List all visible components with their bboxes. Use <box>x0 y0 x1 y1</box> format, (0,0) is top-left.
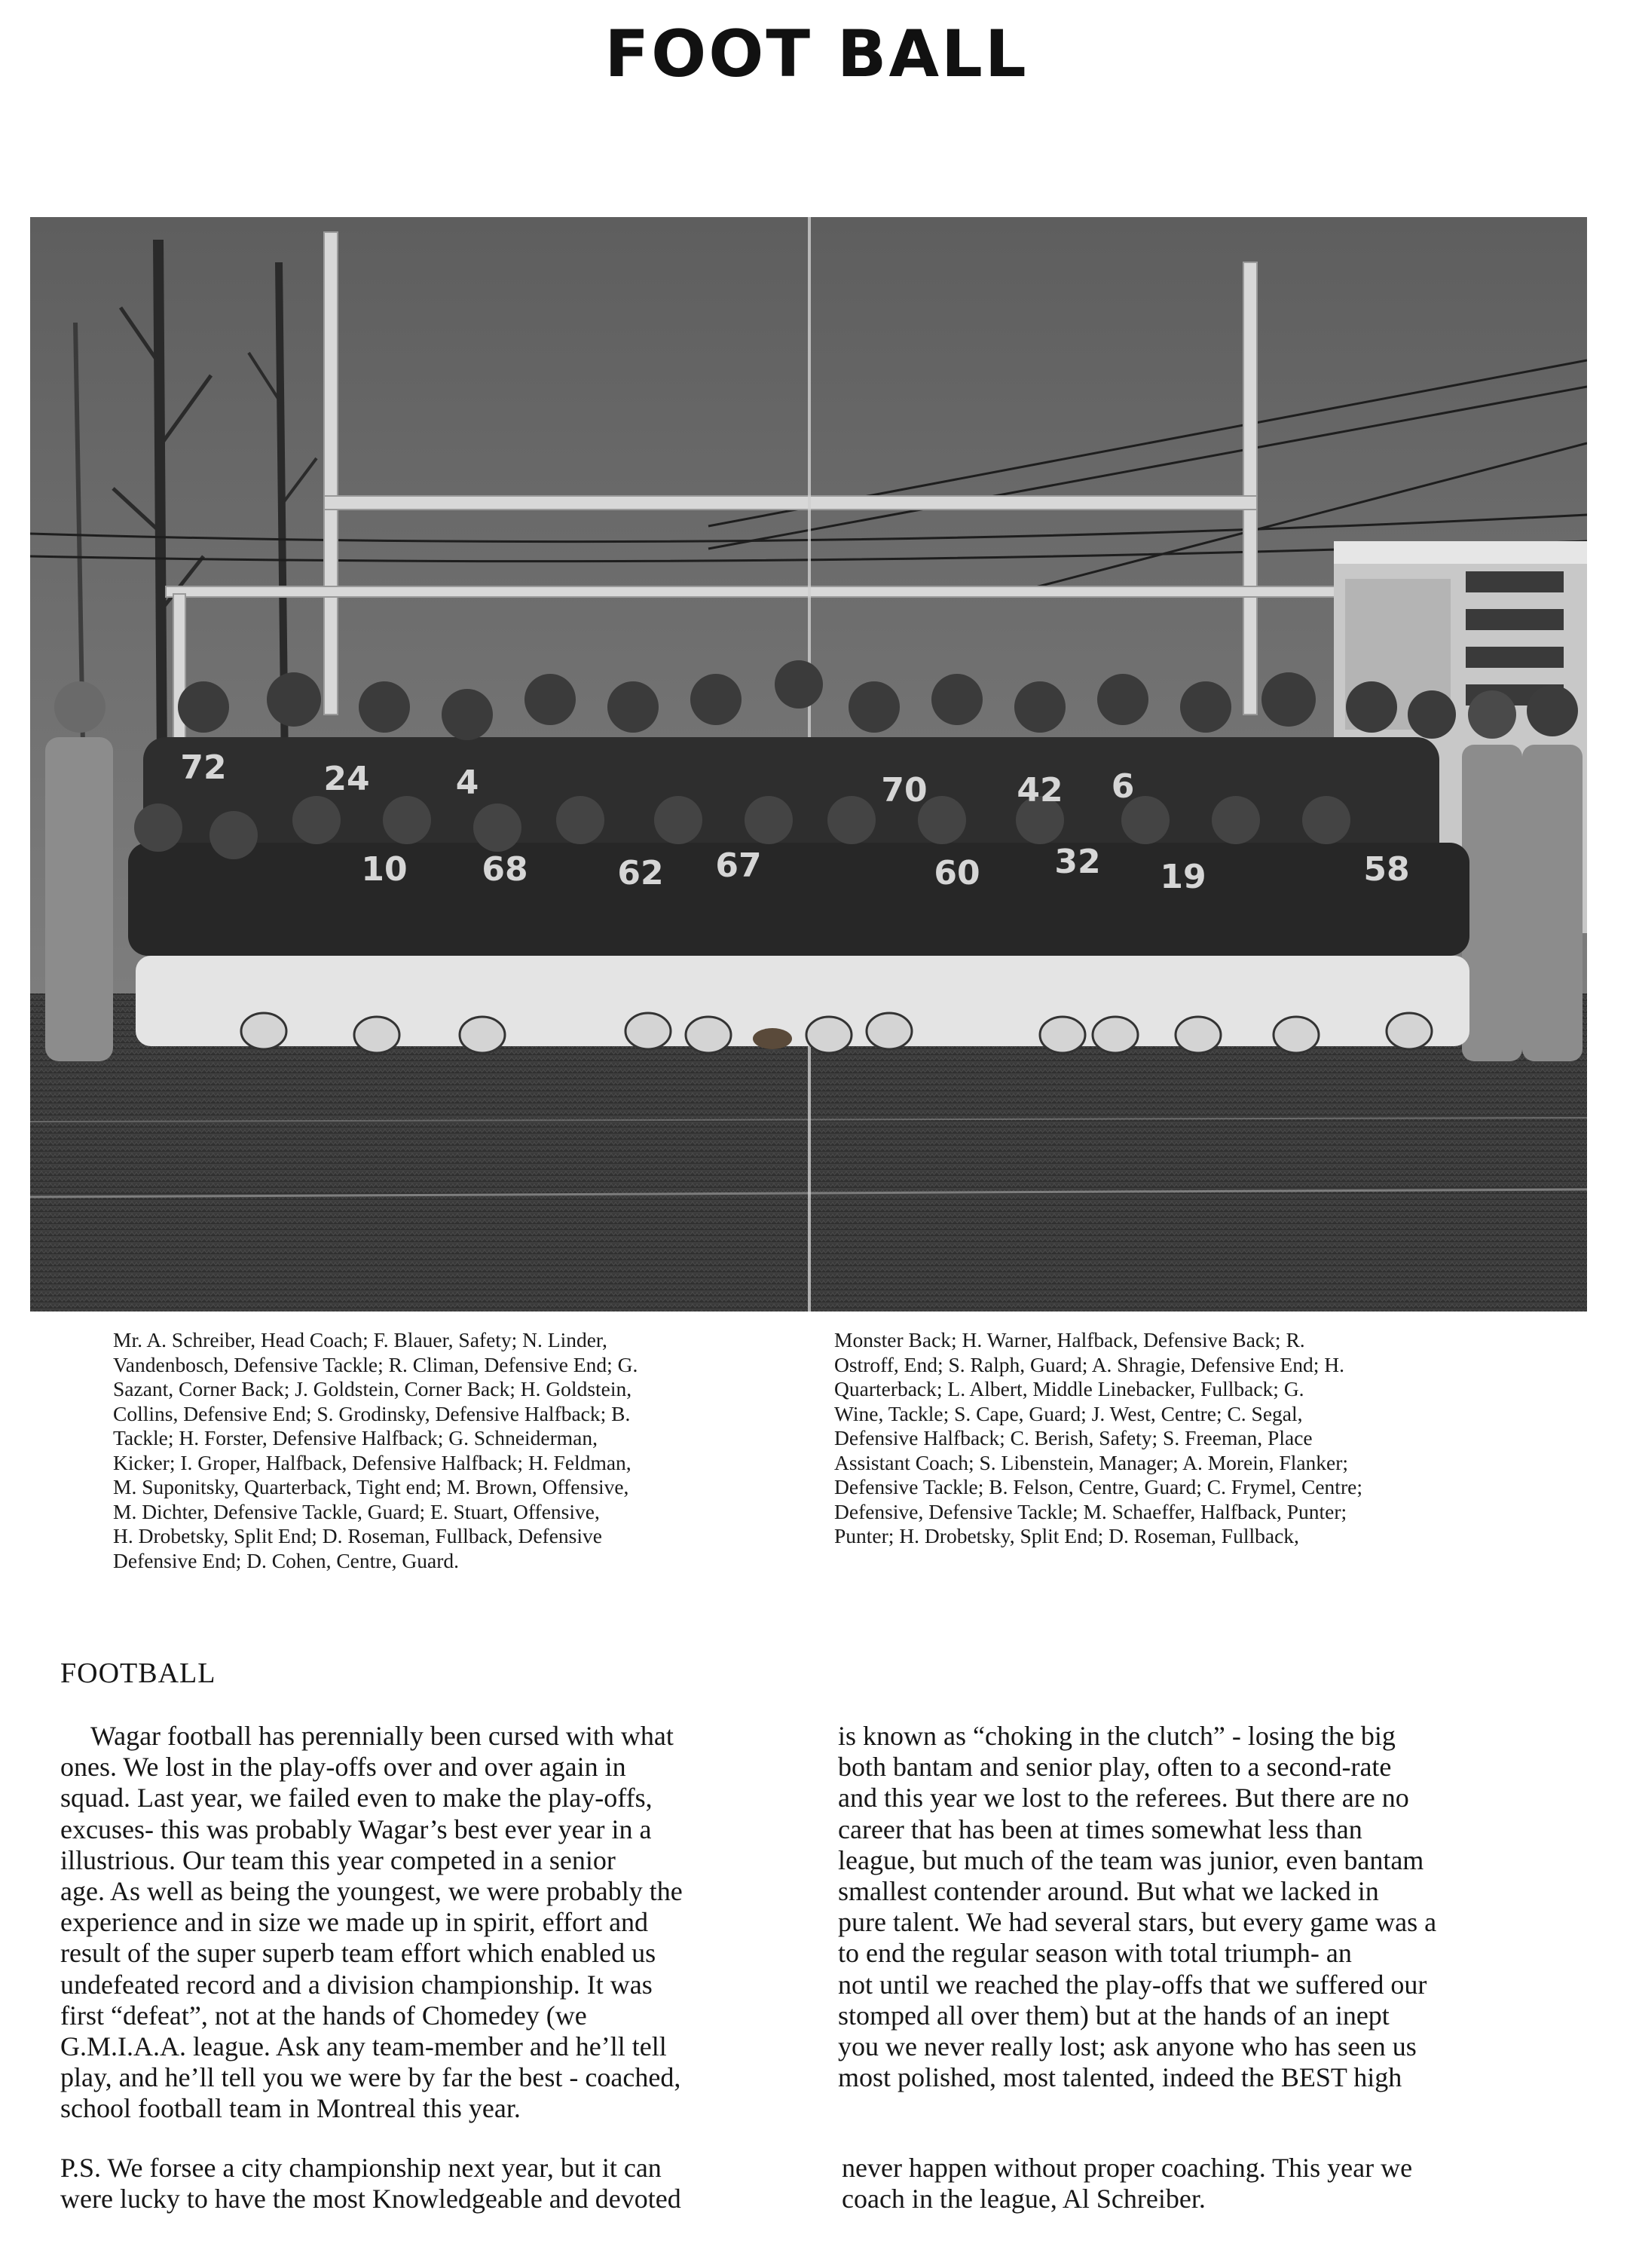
article-line: result of the super superb team effort which enabled us <box>60 1938 656 1969</box>
jersey-number: 42 <box>1017 771 1063 810</box>
article-line: smallest contender around. But what we lacked in <box>838 1876 1379 1907</box>
article-line: not until we reached the play-offs that we suffered our <box>838 1969 1427 2000</box>
caption-line: Defensive Tackle; B. Felson, Centre, Guard; C. Frymel, Centre; <box>834 1475 1362 1498</box>
caption-line: Vandenbosch, Defensive Tackle; R. Climan, Defensive End; G. <box>113 1352 638 1376</box>
article-column-left <box>60 1721 799 2125</box>
jersey-number: 10 <box>361 850 408 889</box>
postscript-line: never happen without proper coaching. This year we <box>842 2153 1413 2183</box>
page-title: FOOT BALL <box>604 17 1029 92</box>
jersey-number: 19 <box>1160 858 1206 896</box>
caption-line: Quarterback; L. Albert, Middle Linebacker, Fullback; G. <box>834 1377 1304 1400</box>
caption-line: Defensive End; D. Cohen, Centre, Guard. <box>113 1548 459 1572</box>
article-line: is known as “choking in the clutch” - losing the big <box>838 1721 1396 1751</box>
article-line: illustrious. Our team this year competed in a senior <box>60 1844 616 1875</box>
article-line: pure talent. We had several stars, but every game was a <box>838 1907 1437 1938</box>
article-column-right <box>838 1721 1580 2093</box>
article-line: you we never really lost; ask anyone who has seen us <box>838 2031 1417 2062</box>
photo-caption-right <box>834 1328 1501 1549</box>
postscript-line: coach in the league, Al Schreiber. <box>842 2184 1206 2214</box>
jersey-number: 62 <box>617 854 664 892</box>
caption-line: H. Drobetsky, Split End; D. Roseman, Fullback, Defensive <box>113 1524 602 1547</box>
jersey-number: 32 <box>1054 843 1101 881</box>
caption-line: Monster Back; H. Warner, Halfback, Defensive Back; R. <box>834 1328 1305 1351</box>
postscript-left <box>60 2153 799 2214</box>
postscript-right <box>842 2153 1584 2214</box>
article-line: experience and in size we made up in spirit, effort and <box>60 1907 649 1938</box>
jersey-number: 72 <box>180 748 227 787</box>
caption-line: Mr. A. Schreiber, Head Coach; F. Blauer, Safety; N. Linder, <box>113 1328 607 1351</box>
caption-line: Ostroff, End; S. Ralph, Guard; A. Shragie, Defensive End; H. <box>834 1352 1344 1376</box>
jersey-number: 70 <box>881 771 928 810</box>
jersey-number: 24 <box>323 760 370 798</box>
photo-caption-left <box>113 1328 795 1573</box>
caption-line: Assistant Coach; S. Libenstein, Manager; A. Morein, Flanker; <box>834 1450 1349 1474</box>
jersey-number: 68 <box>482 850 528 889</box>
article-line: excuses- this was probably Wagar’s best ever year in a <box>60 1813 652 1844</box>
article-line: G.M.I.A.A. league. Ask any team-member and he’ll tell <box>60 2031 667 2062</box>
article-line: both bantam and senior play, often to a second-rate <box>838 1752 1392 1783</box>
caption-line: Collins, Defensive End; S. Grodinsky, Defensive Halfback; B. <box>113 1401 631 1425</box>
article-line: league, but much of the team was junior, even bantam <box>838 1844 1424 1875</box>
jersey-number: 6 <box>1111 767 1135 806</box>
article-line: and this year we lost to the referees. But there are no <box>838 1783 1409 1813</box>
caption-line: M. Dichter, Defensive Tackle, Guard; E. Stuart, Offensive, <box>113 1499 600 1523</box>
jersey-number: 4 <box>455 764 479 802</box>
article-line: most polished, most talented, indeed the BEST high <box>838 2062 1402 2093</box>
article-line: age. As well as being the youngest, we were probably the <box>60 1876 683 1907</box>
article-line: career that has been at times somewhat less than <box>838 1813 1362 1844</box>
article-line: undefeated record and a division championship. It was <box>60 1969 653 2000</box>
caption-line: Punter; H. Drobetsky, Split End; D. Roseman, Fullback, <box>834 1524 1299 1547</box>
article-line: school football team in Montreal this year. <box>60 2093 521 2124</box>
section-heading: FOOTBALL <box>60 1657 216 1689</box>
article-line: ones. We lost in the play-offs over and over again in <box>60 1752 626 1783</box>
article-line: squad. Last year, we failed even to make the play-offs, <box>60 1783 653 1813</box>
caption-line: Tackle; H. Forster, Defensive Halfback; G. Schneiderman, <box>113 1426 598 1449</box>
article-line: first “defeat”, not at the hands of Chomedey (we <box>60 2000 587 2031</box>
postscript-line: were lucky to have the most Knowledgeable and devoted <box>60 2184 681 2214</box>
jersey-number: 60 <box>934 854 980 892</box>
team-photo <box>30 217 1587 1312</box>
article-line: to end the regular season with total triumph- an <box>838 1938 1352 1969</box>
article-line: stomped all over them) but at the hands of an inept <box>838 2000 1390 2031</box>
jersey-number: 58 <box>1363 850 1410 889</box>
article-line: play, and he’ll tell you we were by far the best - coached, <box>60 2062 681 2093</box>
caption-line: Defensive, Defensive Tackle; M. Schaeffer, Halfback, Punter; <box>834 1499 1347 1523</box>
team-photo-illustration <box>30 217 1587 1312</box>
jersey-number: 67 <box>715 846 762 885</box>
caption-line: Wine, Tackle; S. Cape, Guard; J. West, Centre; C. Segal, <box>834 1401 1303 1425</box>
caption-line: Sazant, Corner Back; J. Goldstein, Corner Back; H. Goldstein, <box>113 1377 632 1400</box>
caption-line: Kicker; I. Groper, Halfback, Defensive Halfback; H. Feldman, <box>113 1450 631 1474</box>
caption-line: M. Suponitsky, Quarterback, Tight end; M. Brown, Offensive, <box>113 1475 629 1498</box>
caption-line: Defensive Halfback; C. Berish, Safety; S. Freeman, Place <box>834 1426 1313 1449</box>
postscript-line: P.S. We forsee a city championship next year, but it can <box>60 2153 662 2183</box>
article-line: Wagar football has perennially been cursed with what <box>90 1721 674 1751</box>
